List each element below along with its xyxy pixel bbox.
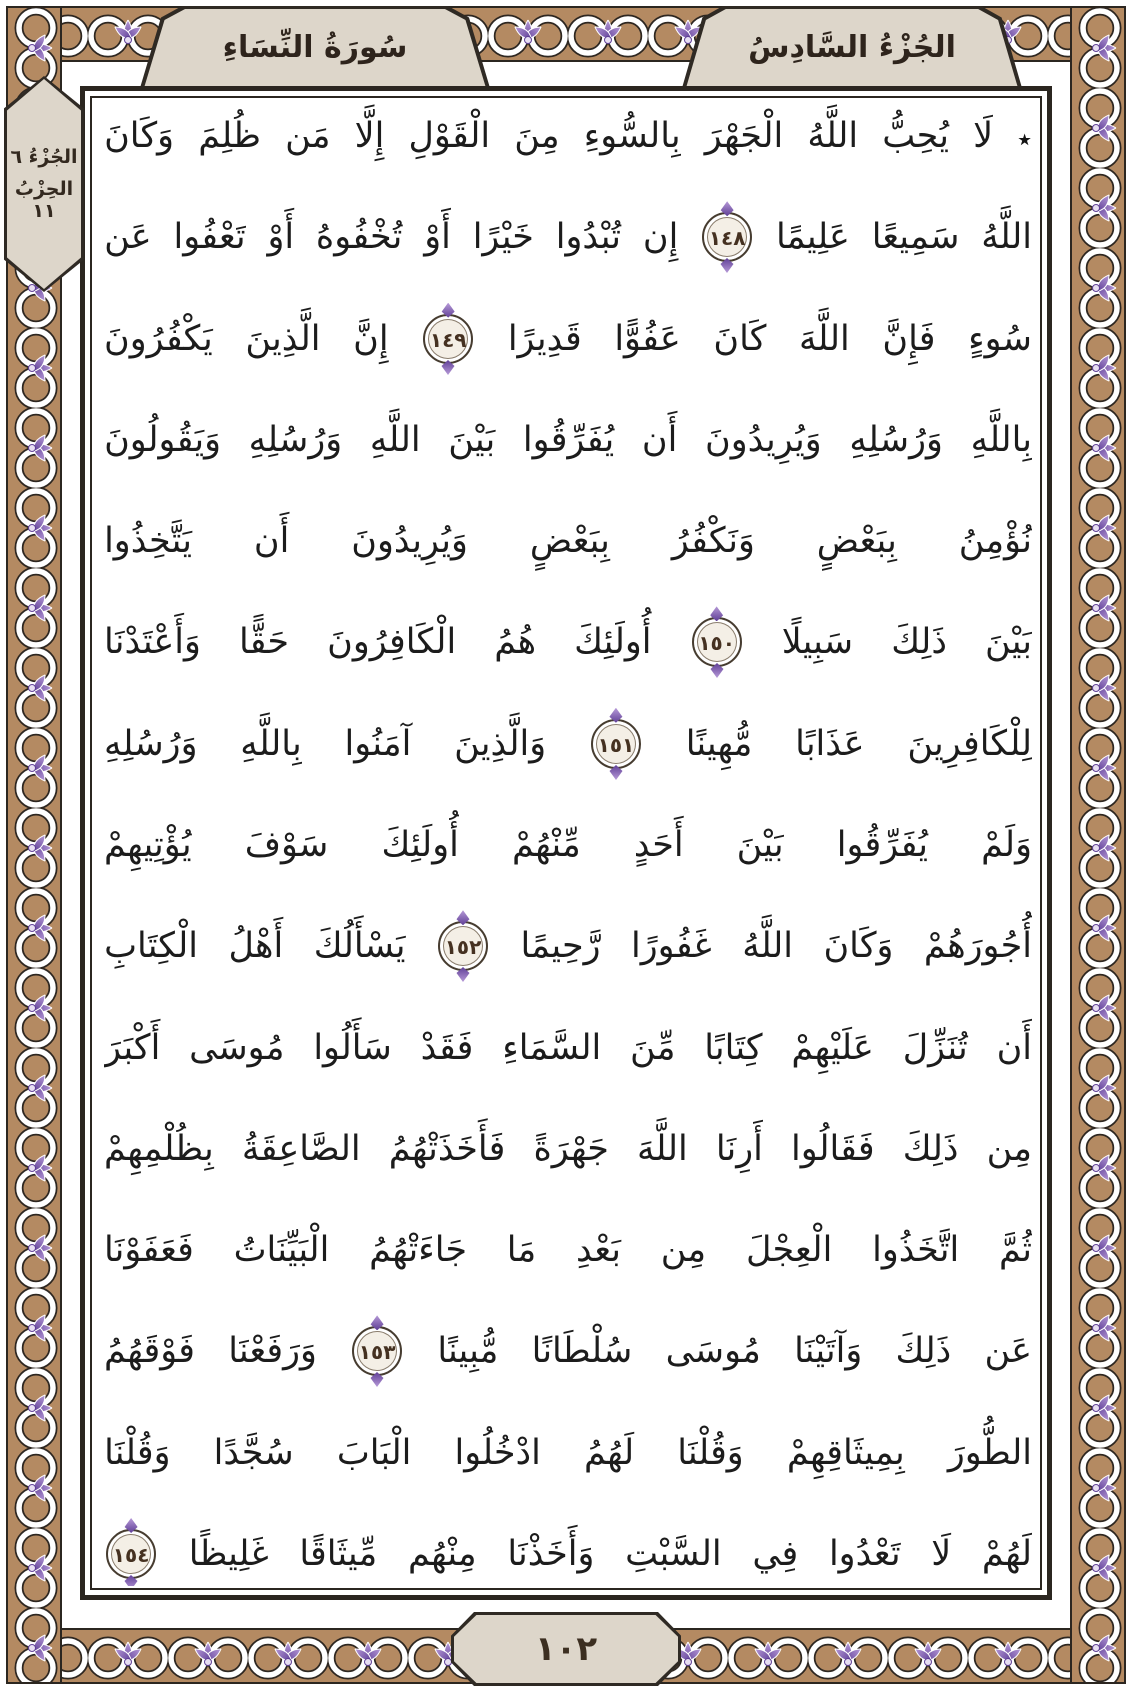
quran-word: الْقَوْلِ [408,116,491,156]
quran-word: سُلْطَانًا [531,1331,633,1372]
quran-word: وَكَانَ [104,116,175,156]
quran-word: يُحِبُّ [882,116,949,156]
quran-word: مُوسَى [665,1331,761,1372]
quran-word: أَن [641,419,678,460]
quran-word: آمَنُوا [344,723,412,764]
quran-word: كَانَ [713,318,767,359]
margin-juz-label: الجُزْءُ ٦ [10,146,78,168]
quran-word: مِنْهُم [407,1533,477,1574]
quran-word: عَذَابًا [795,723,865,764]
quran-word: تَعْفُوا [173,217,246,258]
quran-word: مِن [660,1230,707,1271]
quran-word: ظُلِمَ [198,116,261,156]
page-number-cartouche [451,1612,681,1686]
quran-word: سُجَّدًا [213,1432,294,1473]
quran-word: وَنَكْفُرُ [671,521,755,562]
quran-word: هُمُ [494,622,537,663]
quran-word: اللَّهَ [637,1128,688,1169]
quran-word: وَيَقُولُونَ [104,419,221,460]
quran-word: وَالَّذِينَ [454,723,547,764]
quran-word: سَمِيعًا [871,217,960,258]
quran-word: فَوْقَهُمُ [104,1331,196,1372]
quran-word: فَقَالُوا [791,1128,875,1169]
quran-line [104,1218,1032,1282]
quran-word: يَتَّخِذُوا [104,521,192,562]
verse-marker [106,1529,156,1579]
quran-line [104,813,1032,877]
quran-line [104,1421,1032,1485]
quran-word: الْكِتَابِ [104,926,199,967]
quran-line [104,1016,1032,1080]
quran-word: بِبَعْضٍ [816,521,897,562]
quran-word: عَلِيمًا [775,217,850,258]
quran-word: إِنَّ [353,318,389,359]
quran-word: أَحَدٍ [633,824,684,865]
quran-word: بِاللَّهِ [970,419,1032,460]
quran-word: تُبْدُوا [555,217,622,258]
quran-word: نُؤْمِنُ [958,521,1032,562]
quran-word: وَكَانَ [823,926,894,967]
quran-word: غَفُورًا [631,926,712,967]
quran-word: اللَّهِ [369,419,421,460]
quran-word: بَيْنَ [448,419,496,460]
quran-word: غَلِيظًا [188,1533,269,1574]
quran-word: الْجَهْرَ [704,116,784,156]
quran-word: السَّبْتِ [625,1533,722,1574]
quran-word: عَفُوًّا [614,318,681,359]
quran-word: يَسْأَلُكَ [313,926,406,967]
quran-word: فَإِنَّ [882,318,936,359]
quran-word: ادْخُلُوا [454,1432,541,1473]
ornamental-border-right [1070,6,1126,1684]
quran-word: وَرُسُلِهِ [849,419,943,460]
quran-word: الْبَابَ [336,1432,412,1473]
quran-line [104,610,1032,674]
quran-word: مَن [285,116,331,156]
verse-marker [438,921,488,971]
quran-word: وَقُلْنَا [104,1432,171,1473]
quran-word: وَلَمْ [981,824,1032,865]
quran-word: خَيْرًا [472,217,534,258]
quran-word: بِبَعْضٍ [529,521,610,562]
quran-word: سَبِيلًا [781,622,854,663]
quran-line [104,1117,1032,1181]
quran-word: وَرُسُلِهِ [248,419,343,460]
quran-word: اللَّهُ [742,926,793,967]
verse-number: ١٥٠ [698,631,735,656]
quran-word: بِمِيثَاقِهِمْ [786,1432,905,1473]
quran-word: وَأَخَذْنَا [507,1533,595,1574]
quran-word: جَهْرَةً [533,1128,609,1169]
quran-word: الْبَيِّنَاتُ [233,1230,330,1271]
quran-word: أَكْبَرَ [104,1027,161,1068]
juz-header-label: الجُزْءُ السَّادِسُ [748,29,956,65]
quran-word: يُؤْتِيهِمْ [104,824,192,865]
rub-el-hizb-icon: ٭ [1017,123,1032,155]
quran-word: سَأَلُوا [313,1027,392,1068]
quran-word: بِظُلْمِهِمْ [104,1128,214,1169]
surah-header-cartouche [140,6,490,88]
quran-word: ذَلِكَ [902,1128,959,1169]
quran-word: قَدِيرًا [507,318,582,359]
verse-number: ١٤٨ [708,226,746,251]
quran-word: أُجُورَهُمْ [923,926,1032,967]
quran-line [104,1522,1032,1586]
quran-word: فَقَدْ [420,1027,474,1068]
quran-line [104,712,1032,776]
quran-word: تَعْدُوا [828,1533,901,1574]
quran-word: اللَّهُ [981,217,1032,258]
quran-word: مُّبِينًا [437,1331,499,1372]
quran-word: لَهُمْ [981,1533,1032,1574]
quran-word: لَا [973,116,994,156]
quran-word: السَّمَاءِ [502,1027,602,1068]
quran-word: تُنَزِّلَ [902,1027,968,1068]
verse-number: ١٥٤ [112,1542,150,1567]
quran-word: أَرِنَا [715,1128,763,1169]
quran-word: الْعِجْلَ [745,1230,833,1271]
quran-word: أَهْلُ [228,926,284,967]
quran-word: بِالسُّوءِ [583,116,681,156]
quran-word: عَلَيْهِمْ [791,1027,874,1068]
quran-word: أَن [996,1027,1032,1068]
verse-marker [702,212,752,262]
quran-word: الْكَافِرُونَ [327,622,457,663]
quran-word: اللَّهَ [799,318,850,359]
quran-word: تُخْفُوهُ [315,217,403,258]
quran-line [104,408,1032,472]
verse-number: ١٥١ [597,732,635,757]
quran-word: ذَلِكَ [891,622,947,663]
quran-word: مَا [506,1230,537,1271]
quran-word: مِّنْهُمْ [511,824,581,865]
quran-word: أَوْ [424,217,451,258]
quran-word: بَيْنَ [985,622,1032,663]
quran-word: مِّنَ [630,1027,676,1068]
quran-text-area [104,104,1032,1586]
quran-word: مُوسَى [189,1027,285,1068]
juz-header-cartouche [682,6,1022,88]
quran-word: لِلْكَافِرِينَ [907,723,1032,764]
quran-word: الطُّورَ [947,1432,1032,1473]
quran-word: وَرَفَعْنَا [228,1331,317,1372]
verse-number: ١٥٣ [358,1340,396,1365]
quran-word: إِلَّا [354,116,385,156]
quran-word: اتَّخَذُوا [872,1230,960,1271]
quran-line [104,914,1032,978]
verse-marker [423,314,473,364]
quran-word: سُوءٍ [968,318,1032,359]
verse-marker [352,1326,402,1376]
quran-word: وَرُسُلِهِ [104,723,198,764]
quran-word: ثُمَّ [998,1230,1032,1271]
surah-header-label: سُورَةُ النِّسَاءِ [222,29,408,65]
quran-word: أَوْ [267,217,295,258]
quran-word: فَأَخَذَتْهُمُ [388,1128,506,1169]
quran-word: عَن [104,217,152,258]
quran-word: بَعْدِ [576,1230,621,1271]
quran-word: أُولَئِكَ [574,622,652,663]
quran-line [104,307,1032,371]
quran-word: ذَلِكَ [895,1331,952,1372]
quran-word: إِن [642,217,679,258]
quran-word: وَيُرِيدُونَ [705,419,822,460]
quran-word: لَا [931,1533,952,1574]
quran-word: فِي [752,1533,799,1574]
quran-line [104,104,1032,168]
margin-juz-hizb-tab [4,76,84,292]
quran-word: الصَّاعِقَةُ [241,1128,361,1169]
verse-number: ١٥٢ [444,935,482,960]
quran-word: مِنَ [514,116,560,156]
quran-word: وَقُلْنَا [677,1432,744,1473]
quran-word: وَآتَيْنَا [794,1331,863,1372]
quran-word: مُّهِينًا [685,723,753,764]
quran-word: مِن [986,1128,1032,1169]
quran-word: بِاللَّهِ [240,723,302,764]
quran-word: جَاءَتْهُمُ [369,1230,468,1271]
quran-word: أَن [253,521,290,562]
quran-word: عَن [984,1331,1032,1372]
quran-word: أُولَئِكَ [381,824,459,865]
quran-line [104,509,1032,573]
quran-word: الَّذِينَ [245,318,321,359]
quran-word: يُفَرِّقُوا [836,824,929,865]
quran-line [104,205,1032,269]
quran-line [104,1319,1032,1383]
verse-number: ١٤٩ [429,327,467,352]
quran-word: فَعَفَوْنَا [104,1230,194,1271]
quran-word: كِتَابًا [704,1027,763,1068]
quran-word: مِّيثَاقًا [299,1533,378,1574]
quran-word: يُفَرِّقُوا [522,419,615,460]
quran-word: لَهُمُ [584,1432,635,1473]
quran-word: اللَّهُ [807,116,859,156]
verse-marker [591,719,641,769]
margin-hizb-label: الحِزْبُ ١١ [14,178,74,222]
quran-word: وَأَعْتَدْنَا [104,622,201,663]
quran-word: وَيُرِيدُونَ [351,521,468,562]
quran-word: يَكْفُرُونَ [104,318,213,359]
verse-marker [692,617,742,667]
quran-word: رَّحِيمًا [520,926,601,967]
quran-word: سَوْفَ [244,824,329,865]
quran-word: حَقًّا [239,622,290,663]
quran-word: بَيْنَ [736,824,784,865]
page-number: ١٠٢ [534,1629,598,1669]
